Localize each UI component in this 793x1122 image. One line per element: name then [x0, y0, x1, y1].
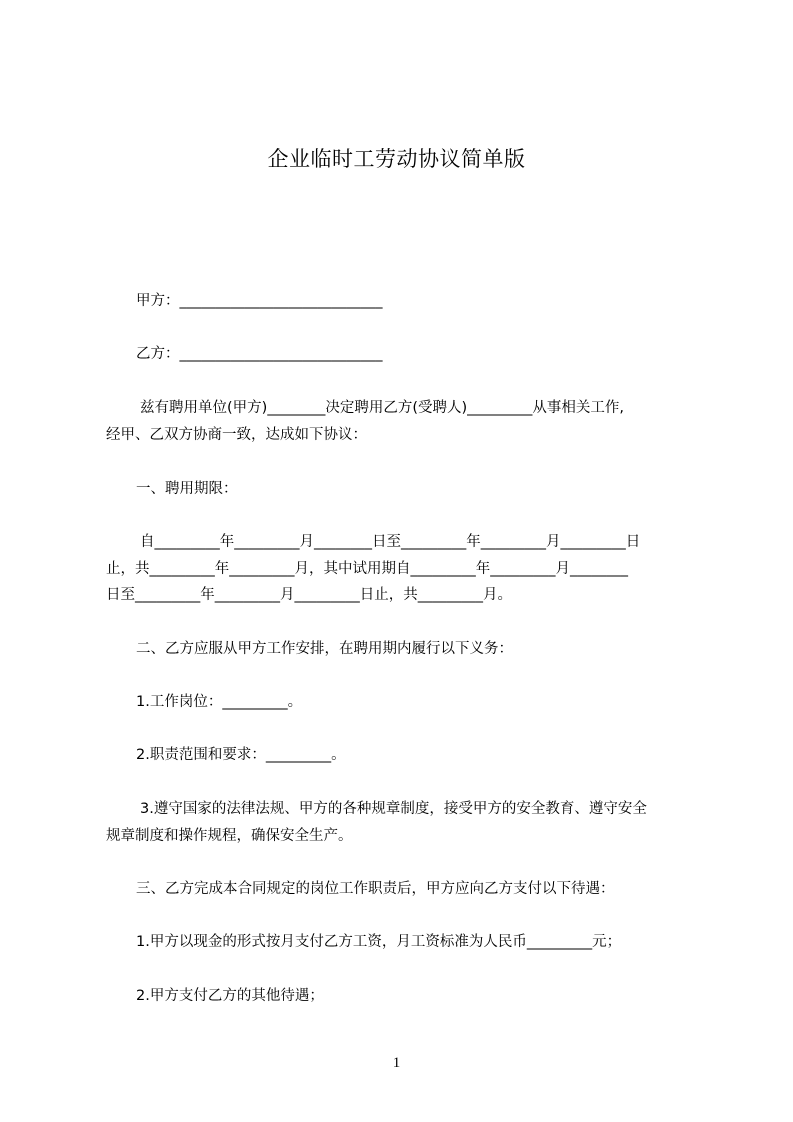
section-1-heading: 一、聘用期限： — [136, 481, 238, 497]
term-line-2: 止，共_________年_________月，其中试用期自_________年_________月________ — [106, 561, 628, 577]
duty-item-2: 2.职责范围和要求：_________。 — [136, 747, 346, 763]
pay-item-2: 2.甲方支付乙方的其他待遇； — [136, 988, 324, 1004]
party-a-line: 甲方：____________________________ — [136, 293, 383, 309]
intro-paragraph-line-1: 兹有聘用单位(甲方)________决定聘用乙方(受聘人)_________从事相关工作, — [140, 400, 624, 416]
pay-item-1: 1.甲方以现金的形式按月支付乙方工资，月工资标准为人民币_________元； — [136, 934, 622, 950]
term-line-3: 日至_________年_________月_________日止，共_________月。 — [106, 587, 512, 603]
duty-item-1: 1.工作岗位：_________。 — [136, 694, 303, 710]
duty-item-3-line-1: 3.遵守国家的法律法规、甲方的各种规章制度，接受甲方的安全教育、遵守安全 — [140, 801, 647, 817]
section-3-heading: 三、乙方完成本合同规定的岗位工作职责后，甲方应向乙方支付以下待遇： — [136, 881, 615, 897]
term-line-1: 自_________年_________月________日至_________年_________月_________日 — [140, 534, 641, 550]
duty-item-3-line-2: 规章制度和操作规程，确保安全生产。 — [106, 828, 353, 844]
party-b-line: 乙方：____________________________ — [136, 346, 383, 362]
intro-paragraph-line-2: 经甲、乙双方协商一致，达成如下协议： — [106, 427, 367, 443]
document-title: 企业临时工劳动协议简单版 — [267, 147, 526, 171]
section-2-heading: 二、乙方应服从甲方工作安排，在聘用期内履行以下义务： — [136, 641, 513, 657]
page-number: 1 — [392, 1055, 401, 1071]
